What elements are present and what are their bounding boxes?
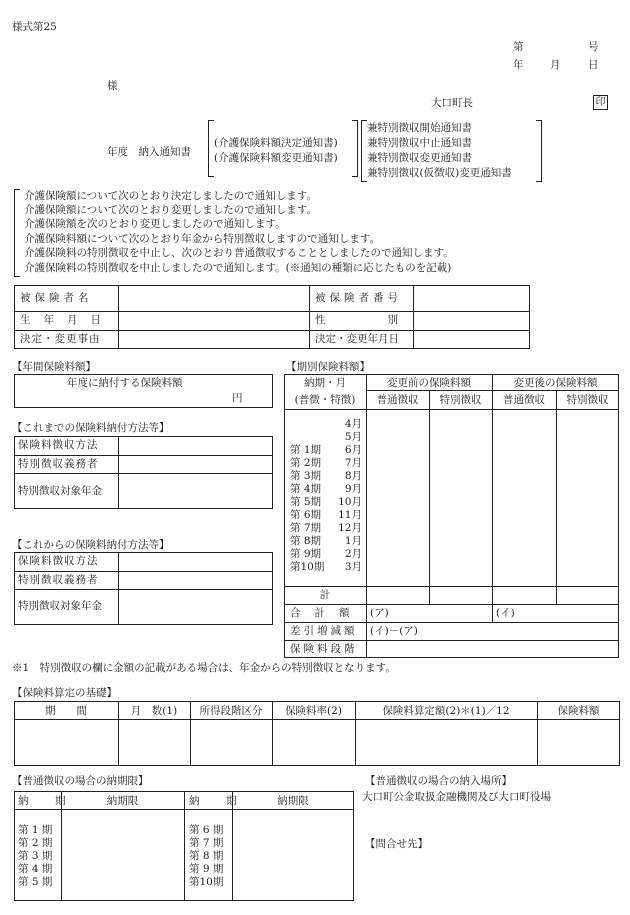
deadline-left-2: 第 2 期 (18, 837, 53, 849)
notice-1: 介護保険額について次のとおり決定しましたので通知します。 (24, 190, 317, 202)
notice-6: 介護保険料の特別徴収を中止しましたので通知します。(※通知の種類に応じたものを記載) (24, 262, 452, 274)
month-5: 5月 (344, 431, 362, 443)
insured-number-field[interactable] (414, 286, 529, 310)
col-period-sub: (普徴・特徴) (294, 394, 356, 406)
month-6: 6月 (344, 444, 362, 456)
basis-col-period: 期 間 (45, 705, 87, 717)
deadline-col-deadline-left: 納期限 (106, 795, 139, 807)
month-7: 7月 (344, 457, 362, 469)
birth-date-field[interactable] (119, 312, 308, 329)
month-4: 4月 (344, 418, 362, 430)
month-3: 3月 (344, 561, 362, 573)
past-method-row-2: 特別徴収義務者 (18, 458, 99, 470)
basis-col-amount: 保険料額 (557, 705, 600, 717)
basis-col-calc: 保険料算定額(2)＊(1)／12 (382, 705, 510, 717)
deadline-col-period-left: 納 期 (18, 795, 74, 807)
addressee-suffix: 様 (107, 80, 118, 92)
annual-unit: 円 (232, 392, 243, 404)
title-right-3: 兼特別徴収変更通知書 (367, 152, 472, 164)
grade-label: 保険料段階 (290, 643, 358, 655)
before-normal-label: 普通徴収 (376, 394, 419, 406)
date-month: 月 (550, 59, 561, 71)
date-day: 日 (588, 59, 599, 71)
period-label-8: 第 8期 (290, 535, 322, 547)
title-right-4: 兼特別徴収(仮徴収)変更通知書 (367, 167, 512, 179)
month-1: 1月 (344, 535, 362, 547)
month-11: 11月 (338, 509, 362, 521)
contact-heading: 【問合せ先】 (365, 838, 428, 850)
deadline-right-10: 第10期 (189, 876, 224, 888)
payment-place-text: 大口町公金取扱金融機関及び大口町役場 (362, 791, 551, 803)
after-special-label: 特別徴収 (566, 394, 609, 406)
period-label-2: 第 2期 (290, 457, 322, 469)
decision-date-label: 決定・変更年月日 (315, 333, 399, 345)
month-9: 9月 (344, 483, 362, 495)
deadline-left-1: 第 1 期 (18, 824, 53, 836)
sum-i: (イ) (496, 607, 515, 619)
past-method-row-3: 特別徴収対象年金 (18, 485, 102, 497)
month-8: 8月 (344, 470, 362, 482)
future-method-row-2: 特別徴収義務者 (18, 574, 99, 586)
deadline-right-9: 第 9 期 (189, 863, 224, 875)
period-label-9: 第 9期 (290, 548, 322, 560)
col-period-label: 納期・月 (304, 377, 346, 389)
title-middle-2: (介護保険料額変更通知書) (214, 152, 338, 164)
issuer: 大口町長 (431, 97, 473, 109)
insured-number-label: 被保険者番号 (315, 292, 402, 304)
deadline-right-7: 第 7 期 (189, 837, 224, 849)
future-method-heading: 【これからの保険料納付方法等】 (12, 539, 170, 551)
past-method-heading: 【これまでの保険料納付方法等】 (12, 422, 170, 434)
deadline-col-period-right: 納 期 (189, 795, 245, 807)
period-label-3: 第 3期 (290, 470, 322, 482)
future-method-row-3: 特別徴収対象年金 (18, 600, 102, 612)
annual-label: 年度に納付する保険料額 (67, 377, 183, 389)
insured-name-label: 被保険者名 (20, 292, 93, 304)
basis-heading: 【保険料算定の基礎】 (12, 687, 117, 699)
seal: 印 (593, 95, 608, 110)
payment-place-heading: 【普通徴収の場合の納入場所】 (365, 775, 512, 787)
deadline-heading: 【普通徴収の場合の納期限】 (12, 775, 149, 787)
total-label: 計 (319, 589, 331, 601)
period-label-1: 第 1期 (290, 444, 322, 456)
period-label-4b: 第 4期 (290, 483, 322, 495)
period-table-heading: 【期別保険料額】 (286, 361, 370, 373)
deadline-left-4: 第 4 期 (18, 863, 53, 875)
sum-label: 合計額 (290, 607, 364, 619)
sex-field[interactable] (414, 312, 529, 329)
title-right-1: 兼特別徴収開始通知書 (367, 122, 472, 134)
doc-number-dai: 第 (513, 41, 524, 53)
title-right-2: 兼特別徴収中止通知書 (367, 137, 472, 149)
after-normal-label: 普通徴収 (503, 394, 545, 406)
month-10: 10月 (338, 496, 362, 508)
diff-label: 差引増減額 (290, 625, 358, 637)
notices-bracket (14, 189, 20, 277)
period-label-5b: 第 5期 (290, 496, 322, 508)
diff-value: (イ)－(ア) (370, 625, 418, 637)
notice-4: 介護保険料額について次のとおり年金から特別徴収しますので通知します。 (24, 233, 380, 245)
note: ※1 特別徴収の欄に金額の記載がある場合は、年金からの特別徴収となります。 (12, 662, 396, 674)
sex-label: 性別 (315, 314, 460, 326)
col-after-label: 変更後の保険料額 (513, 377, 598, 389)
title-middle-1: (介護保険料額決定通知書) (214, 137, 338, 149)
annual-heading: 【年間保険料額】 (12, 361, 96, 373)
decision-date-field[interactable] (414, 331, 529, 348)
before-special-label: 特別徴収 (439, 394, 482, 406)
reason-field[interactable] (119, 331, 308, 348)
deadline-left-3: 第 3 期 (18, 850, 53, 862)
deadline-right-6: 第 6 期 (189, 824, 224, 836)
title-right-bracket-right (536, 120, 542, 182)
period-label-10: 第10期 (290, 561, 325, 573)
month-2: 2月 (344, 548, 362, 560)
date-year: 年 (513, 59, 524, 71)
future-method-row-1: 保険料徴収方法 (18, 555, 99, 567)
notice-5: 介護保険料の特別徴収を中止し、次のとおり普通徴収することとしましたので通知します。 (24, 247, 454, 259)
form-number: 様式第25 (12, 21, 57, 33)
notice-3: 介護保険額を次のとおり変更しましたので通知します。 (24, 218, 286, 230)
basis-col-rate: 保険料率(2) (285, 705, 342, 717)
birth-date-label: 生年月日 (20, 314, 114, 326)
deadline-right-8: 第 8 期 (189, 850, 224, 862)
reason-label: 決定・変更事由 (20, 333, 101, 345)
doc-number-go: 号 (588, 41, 599, 53)
notice-2: 介護保険額について次のとおり変更しましたので通知します。 (24, 204, 317, 216)
deadline-col-deadline-right: 納期限 (277, 795, 309, 807)
deadline-left-5: 第 5 期 (18, 876, 53, 888)
insured-name-field[interactable] (119, 286, 308, 310)
title-prefix: 年度 納入通知書 (107, 146, 191, 158)
period-list (290, 418, 362, 578)
title-middle-bracket-right (352, 120, 358, 177)
basis-col-grade: 所得段階区分 (199, 705, 263, 717)
basis-col-months: 月 数(1) (130, 705, 178, 717)
month-12: 12月 (338, 522, 362, 534)
period-label-6: 第 6期 (290, 509, 322, 521)
sum-a: (ア) (370, 607, 389, 619)
col-before-label: 変更前の保険料額 (387, 377, 471, 389)
past-method-row-1: 保険料徴収方法 (18, 439, 99, 451)
period-label-7: 第 7期 (290, 522, 322, 534)
